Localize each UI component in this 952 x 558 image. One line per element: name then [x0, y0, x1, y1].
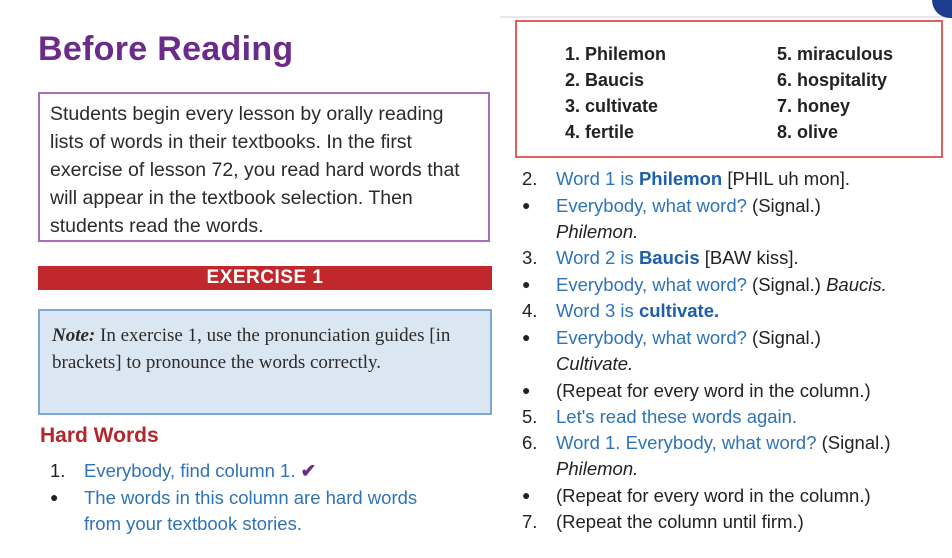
bullet-icon: ●	[522, 329, 531, 345]
bullet	[522, 271, 891, 298]
step-text: (Repeat the column until firm.)	[556, 511, 804, 532]
step-1	[50, 458, 417, 484]
signal: (Signal.)	[746, 274, 827, 295]
step-number: 4.	[522, 300, 538, 321]
word-item: 2. Baucis	[565, 70, 645, 90]
step-text: Word 2 is	[556, 247, 639, 268]
bullet-icon: ●	[522, 487, 531, 503]
signal: (Signal.)	[816, 432, 891, 453]
step-text: Word 3 is	[556, 300, 639, 321]
bullet-icon: ●	[522, 382, 531, 398]
bullet-text: (Repeat for every word in the column.)	[556, 380, 871, 401]
word-item: 6. hospitality	[777, 70, 888, 90]
step-number: 3.	[522, 247, 538, 268]
bullet-text: Everybody, what word?	[556, 195, 747, 216]
note-label: Note:	[52, 325, 96, 346]
bullet-text: Everybody, what word?	[556, 274, 747, 295]
step-text: Let's read these words again.	[556, 406, 798, 427]
step-5	[522, 404, 891, 430]
page-title: Before Reading	[38, 30, 294, 68]
step-2	[522, 166, 891, 192]
note-box	[38, 309, 492, 415]
bullet-icon: ●	[50, 489, 59, 505]
response: Cultivate.	[556, 353, 634, 374]
step-4	[522, 298, 891, 324]
pronunciation: [BAW kiss].	[699, 247, 799, 268]
left-steps	[50, 458, 417, 537]
word-item: 3. cultivate	[565, 96, 659, 116]
bullet-icon: ●	[522, 276, 531, 292]
target-word: Baucis	[638, 247, 700, 268]
target-word: Philemon	[638, 168, 723, 189]
bullet-icon: ●	[522, 197, 531, 213]
page-edge	[500, 16, 950, 18]
step-number: 2.	[522, 168, 538, 189]
step-number: 6.	[522, 432, 538, 453]
step-text: Word 1 is	[556, 168, 639, 189]
response: Philemon.	[556, 221, 639, 242]
bullet-1-continued: from your textbook stories.	[84, 513, 302, 534]
response: Baucis.	[826, 274, 887, 295]
note-text: In exercise 1, use the pronunciation guides [in brackets] to pronounce the words correctly.	[52, 325, 451, 373]
word-item: 4. fertile	[565, 122, 635, 142]
exercise-banner: EXERCISE 1	[38, 266, 492, 290]
step-number: 7.	[522, 511, 538, 532]
word-item: 7. honey	[777, 96, 851, 116]
bullet	[522, 192, 891, 219]
step-number: 1.	[50, 460, 66, 481]
signal: (Signal.)	[746, 327, 821, 348]
bullet-text: (Repeat for every word in the column.)	[556, 485, 871, 506]
bullet-1	[50, 484, 417, 511]
response: Philemon.	[556, 458, 639, 479]
right-steps	[522, 166, 891, 535]
bullet	[522, 482, 891, 509]
step-text: Everybody, find column 1.	[84, 460, 296, 481]
checkmark-icon: ✔	[300, 460, 317, 481]
bullet	[522, 324, 891, 351]
target-word: cultivate.	[638, 300, 720, 321]
bullet-text: The words in this column are hard words	[84, 487, 418, 508]
bullet-text: Everybody, what word?	[556, 327, 747, 348]
bullet	[522, 377, 891, 404]
intro-box: Students begin every lesson by orally reading lists of words in their textbooks. In the first exercise of lesson 72, you read hard words that will appear in the textbook selection. Then students read the words.	[38, 92, 490, 242]
step-3	[522, 245, 891, 271]
pronunciation: [PHIL uh mon].	[722, 168, 851, 189]
step-6	[522, 430, 891, 456]
word-item: 8. olive	[777, 122, 839, 142]
hard-words-heading: Hard Words	[40, 424, 159, 447]
word-item: 1. Philemon	[565, 44, 667, 64]
word-list-box	[515, 20, 943, 158]
signal: (Signal.)	[746, 195, 821, 216]
step-7	[522, 509, 891, 535]
step-number: 5.	[522, 406, 538, 427]
word-item: 5. miraculous	[777, 44, 894, 64]
step-text: Word 1. Everybody, what word?	[556, 432, 817, 453]
